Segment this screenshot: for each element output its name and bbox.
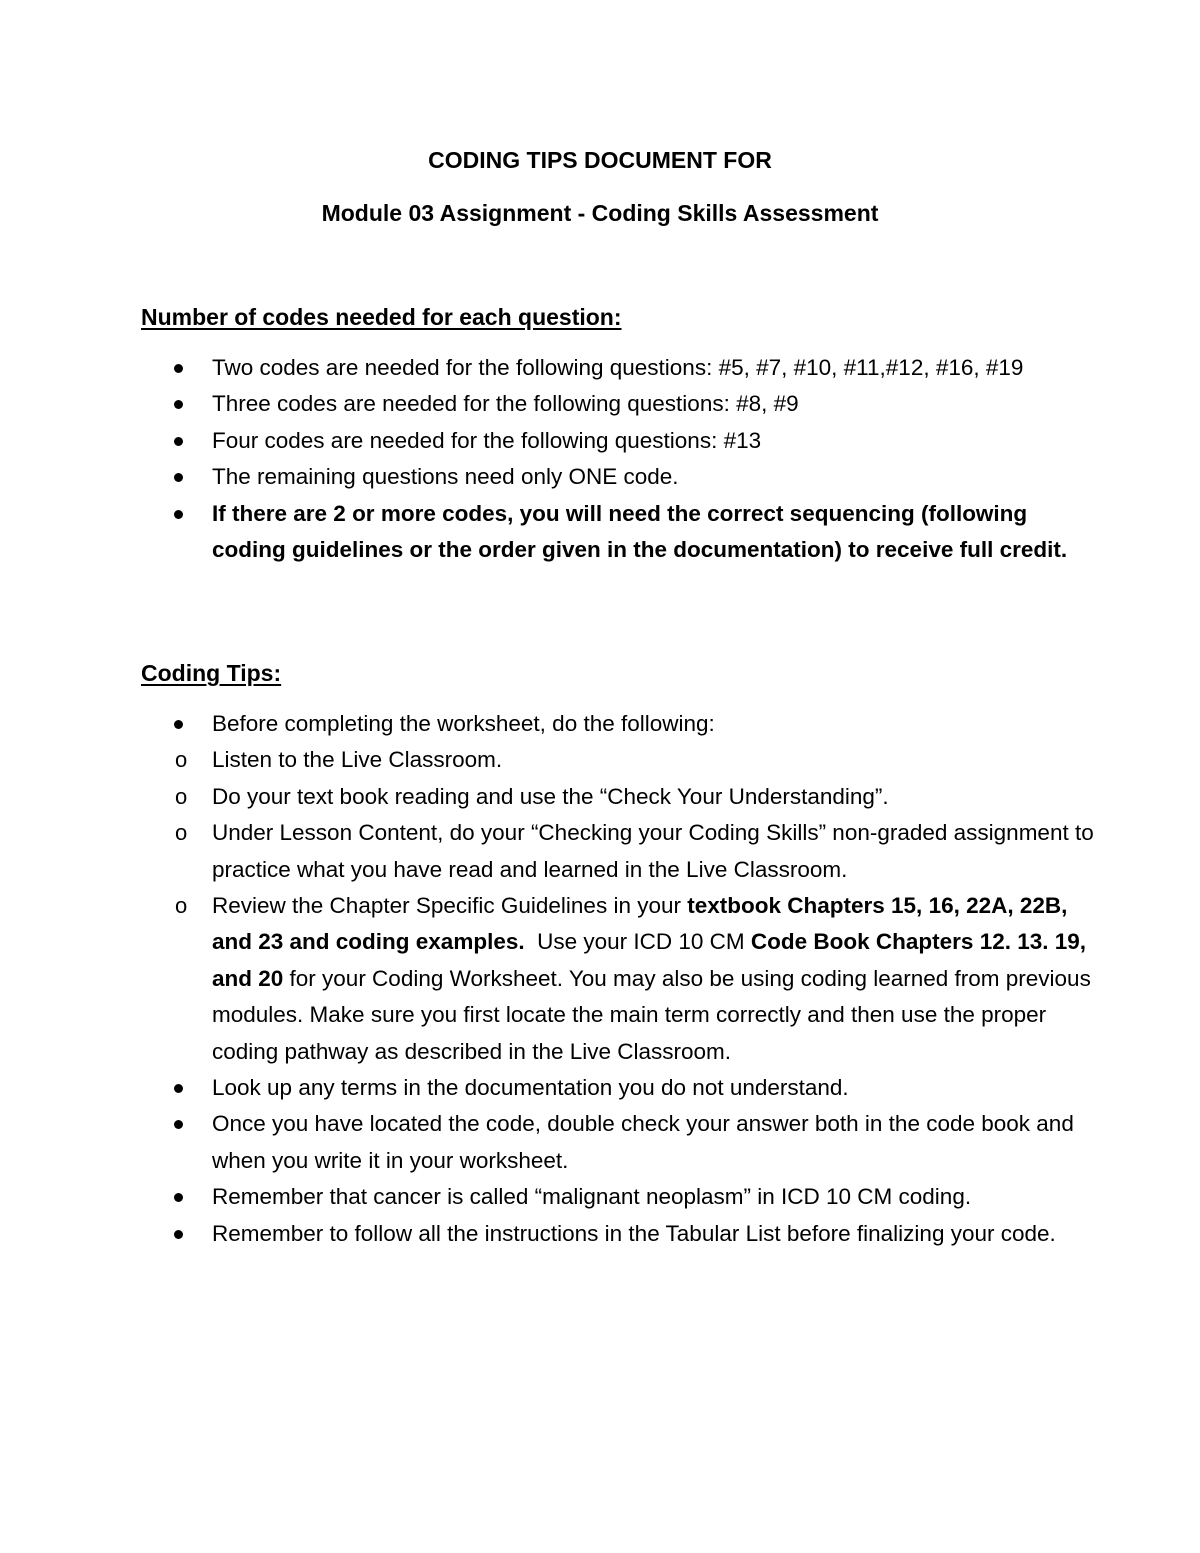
- list-item-text: Two codes are needed for the following questions: #5, #7, #10, #11,#12, #16, #19: [212, 355, 1024, 380]
- bullet-icon: [174, 720, 183, 729]
- sub-list-container: [141, 742, 1101, 1070]
- bullet-icon: [174, 364, 183, 373]
- list-item: [141, 1216, 1101, 1252]
- bullet-icon: [174, 1230, 183, 1239]
- bullet-icon: [174, 437, 183, 446]
- bullet-icon: [174, 510, 183, 519]
- sub-list-item: [141, 742, 1101, 778]
- list-item-text: Remember to follow all the instructions in the Tabular List before finalizing your code.: [212, 1220, 1056, 1246]
- text-run: for your Coding Worksheet. You may also be using coding learned from previous modules. Make sure you first locate the main term correctly and then use the proper coding pathway as described in the Live Classroom.: [212, 965, 1091, 1064]
- list-item-text: The remaining questions need only ONE code.: [212, 464, 679, 490]
- list-item-text: Once you have located the code, double check your answer both in the code book and when you write it in your worksheet.: [212, 1111, 1074, 1173]
- list-item: [141, 1179, 1101, 1215]
- list-item: [141, 459, 1101, 495]
- circle-bullet-icon: o: [175, 747, 188, 773]
- bullet-icon: [174, 473, 183, 482]
- section-heading-codes-needed: Number of codes needed for each question:: [141, 304, 622, 330]
- list-item: [141, 706, 1101, 742]
- sub-list: [141, 742, 1101, 1070]
- circle-bullet-icon: o: [175, 820, 188, 846]
- list-item: [141, 1070, 1101, 1106]
- codes-needed-list: [141, 350, 1101, 568]
- coding-tips-list: [141, 706, 1101, 1252]
- sub-list-item: [141, 815, 1101, 888]
- bullet-icon: [174, 1193, 183, 1202]
- document-title: CODING TIPS DOCUMENT FOR: [428, 147, 772, 173]
- bullet-icon: [174, 1120, 183, 1129]
- bold-text-run: Code Book Chapters 12. 13. 19, and 20: [212, 929, 1087, 991]
- sub-list-item: [141, 779, 1101, 815]
- list-item-text: Four codes are needed for the following questions: #13: [212, 427, 762, 453]
- list-item: [141, 496, 1101, 569]
- section-heading-coding-tips: Coding Tips:: [141, 660, 282, 686]
- sub-list-item-text: Under Lesson Content, do your “Checking your Coding Skills” non-graded assignment to practice what you have read and learned in the Live Classroom.: [212, 820, 1094, 882]
- circle-bullet-icon: o: [175, 893, 188, 919]
- text-run: Review the Chapter Specific Guidelines in your: [212, 893, 688, 919]
- circle-bullet-icon: o: [175, 783, 188, 809]
- list-item: [141, 350, 1101, 386]
- sub-list-item: [141, 888, 1101, 1070]
- sub-list-item-text: Do your text book reading and use the “Check Your Understanding”.: [212, 783, 889, 809]
- list-item: [141, 1106, 1101, 1179]
- document-subtitle: Module 03 Assignment - Coding Skills Assessment: [321, 200, 879, 226]
- list-item-text: If there are 2 or more codes, you will need the correct sequencing (following coding guidelines or the order given in the documentation) to receive full credit.: [212, 500, 1068, 563]
- list-item-text: Three codes are needed for the following questions: #8, #9: [212, 391, 799, 417]
- list-item-text: Look up any terms in the documentation you do not understand.: [212, 1075, 849, 1101]
- bullet-icon: [174, 1084, 183, 1093]
- bullet-icon: [174, 400, 183, 409]
- text-run: Use your ICD 10 CM: [524, 929, 751, 955]
- list-item: [141, 423, 1101, 459]
- sub-list-item-text: [212, 893, 1091, 1064]
- list-item-text: Before completing the worksheet, do the following:: [212, 711, 715, 736]
- bold-text-run: textbook Chapters 15, 16, 22A, 22B, and 23 and coding examples.: [212, 893, 1068, 955]
- list-item-text: Remember that cancer is called “malignant neoplasm” in ICD 10 CM coding.: [212, 1184, 972, 1210]
- sub-list-item-text: Listen to the Live Classroom.: [212, 747, 503, 773]
- list-item: [141, 386, 1101, 422]
